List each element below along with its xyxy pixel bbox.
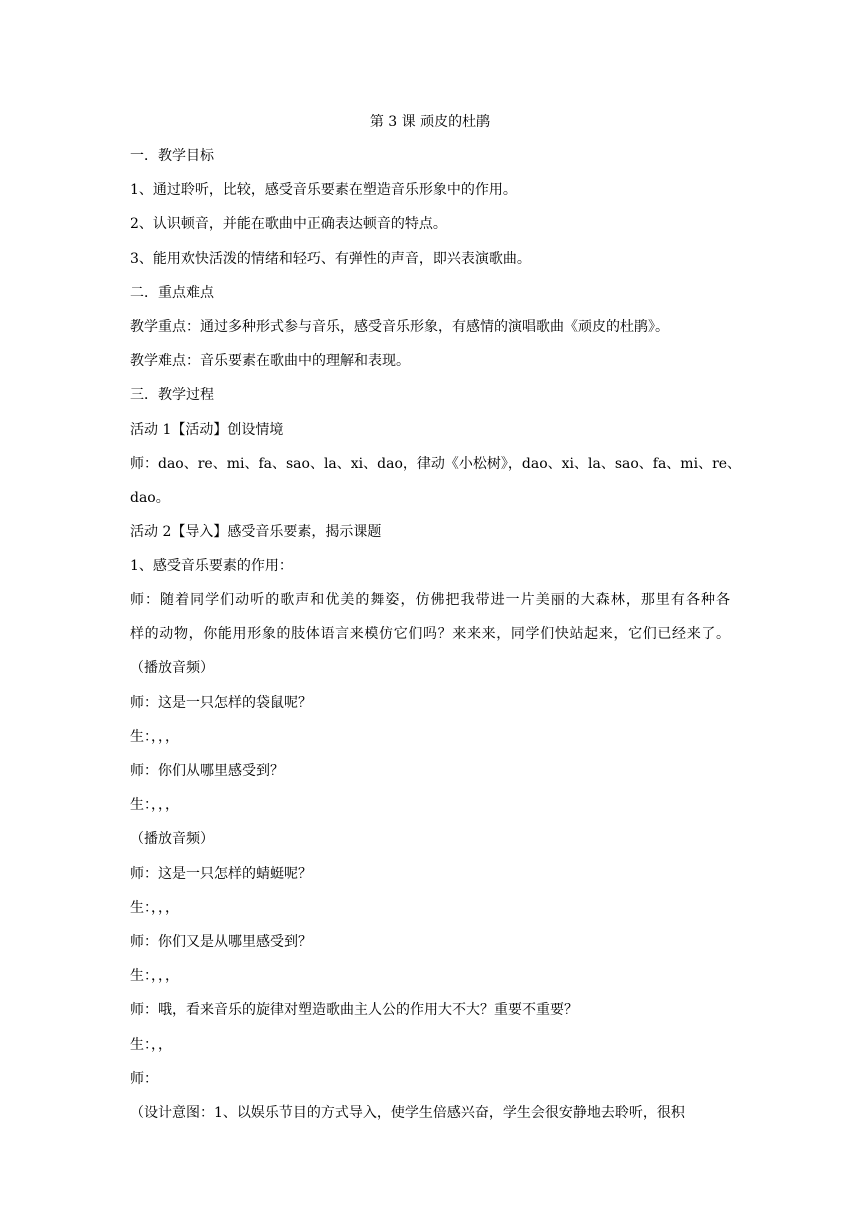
teacher-intro-paragraph (130, 583, 730, 651)
audio-cue-2: （播放音频） (130, 831, 214, 848)
teacher-line: 师： (130, 1070, 158, 1087)
student-line: 生：，，， (130, 968, 179, 985)
teacher-line: 师：你们又是从哪里感受到？ (130, 933, 312, 950)
step-1-heading: 1、感受音乐要素的作用： (130, 558, 293, 575)
student-line: 生：，， (130, 1036, 172, 1053)
objective-item-3: 3、能用欢快活泼的情绪和轻巧、有弹性的声音，即兴表演歌曲。 (130, 250, 531, 267)
paragraph-line: 师：dao、re、mi、fa、sao、la、xi、dao，律动《小松树》，dao、xi、la、sao、fa、mi、re、 (130, 455, 742, 472)
key-point-difficulty: 教学难点：音乐要素在歌曲中的理解和表现。 (130, 353, 410, 370)
document-body (130, 146, 742, 1137)
teacher-line: 师：哦，看来音乐的旋律对塑造歌曲主人公的作用大不大？重要不重要？ (130, 1002, 578, 1019)
section-heading-process: 三．教学过程 (130, 387, 214, 404)
teacher-line: 师：这是一只怎样的蜻蜓呢？ (130, 865, 312, 882)
activity-1-paragraph (130, 447, 742, 515)
activity-1-heading: 活动 1【活动】创设情境 (130, 421, 284, 438)
section-heading-key-points: 二．重点难点 (130, 284, 214, 301)
teacher-line: 师：你们从哪里感受到？ (130, 763, 284, 779)
objective-item-2: 2、认识顿音，并能在歌曲中正确表达顿音的特点。 (130, 216, 447, 233)
teacher-line: 师：这是一只怎样的袋鼠呢？ (130, 694, 312, 711)
key-point-focus: 教学重点：通过多种形式参与音乐，感受音乐形象，有感情的演唱歌曲《顽皮的杜鹃》。 (130, 318, 669, 335)
document-title: 第 3 课 顽皮的杜鹃 (369, 114, 491, 130)
paragraph-line: 样的动物，你能用形象的肢体语言来模仿它们吗？来来来，同学们快站起来，它们已经来了。 (130, 626, 730, 643)
design-intent-paragraph: （设计意图：1、以娱乐节目的方式导入，使学生倍感兴奋，学生会很安静地去聆听，很积 (130, 1104, 685, 1121)
student-line: 生：，，， (130, 728, 179, 745)
paragraph-line: 师：随着同学们动听的歌声和优美的舞姿，仿佛把我带进一片美丽的大森林，那里有各种各 (130, 592, 730, 609)
student-line: 生：，，， (130, 899, 179, 916)
section-heading-objectives: 一．教学目标 (130, 148, 214, 164)
paragraph-line: dao。 (130, 489, 170, 506)
student-line: 生：，，， (130, 797, 179, 814)
objective-item-1: 1、通过聆听，比较，感受音乐要素在塑造音乐形象中的作用。 (130, 182, 517, 199)
activity-2-heading: 活动 2【导入】感受音乐要素，揭示课题 (130, 523, 382, 540)
audio-cue-1: （播放音频） (130, 660, 214, 677)
